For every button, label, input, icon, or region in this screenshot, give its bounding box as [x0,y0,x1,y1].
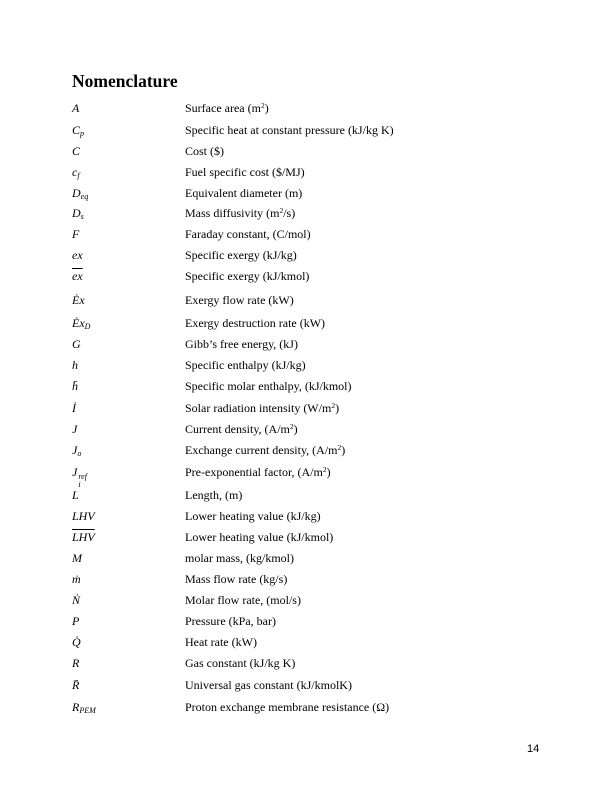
symbol-base: Ṅ [72,593,81,607]
symbol-base: İ [72,401,76,415]
description-text: Fuel specific cost ($/MJ) [185,165,305,179]
nomenclature-row [0,675,612,695]
symbol-base: R [72,700,80,714]
nomenclature-row [0,224,612,244]
page-number: 14 [527,743,540,755]
description-text: Surface area (m [185,101,261,115]
description-text: molar mass, (kg/kmol) [185,551,294,565]
nomenclature-row [0,120,612,140]
symbol-subscript: s [80,212,84,221]
symbol-description [185,98,269,118]
symbol [72,290,85,310]
symbol-description [185,141,224,161]
symbol-base: $\overline{LHV}$ [72,530,95,544]
symbol-subscript: PEM [79,706,96,715]
description-text: Gas constant (kJ/kg K) [185,656,296,670]
description-text: Current density, (A/m [185,422,290,436]
symbol-description [185,334,298,354]
symbol [72,376,78,396]
nomenclature-row [0,141,612,161]
symbol-base: G [72,337,81,351]
nomenclature-row [0,485,612,505]
description-text-tail: ) [293,422,298,436]
symbol-base: F [72,227,80,241]
description-text: Specific enthalpy (kJ/kg) [185,358,306,372]
unit-exponent: 2 [331,401,336,410]
nomenclature-row [0,162,612,182]
nomenclature-row [0,419,612,439]
symbol-description [185,653,295,673]
nomenclature-row [0,569,612,589]
nomenclature-row [0,376,612,396]
symbol-description [185,485,242,505]
description-text-tail: ) [335,401,340,415]
symbol-base: LHV [72,509,95,523]
nomenclature-row [0,548,612,568]
symbol-description [185,120,394,140]
symbol-base: c [72,165,78,179]
unit-exponent: 2 [279,206,284,215]
nomenclature-row [0,590,612,610]
description-text: Exergy flow rate (kW) [185,293,294,307]
symbol-description [185,697,389,717]
description-text: Specific molar enthalpy, (kJ/kmol) [185,379,352,393]
description-text-tail: ) [326,465,331,479]
symbol [72,162,80,182]
description-text: Equivalent diameter (m) [185,186,303,200]
symbol [72,697,96,717]
symbol-base: h [72,358,78,372]
nomenclature-row [0,98,612,118]
description-text: Length, (m) [185,488,243,502]
symbol-subscript: o [77,449,82,458]
nomenclature-row [0,334,612,354]
symbol-description [185,548,294,568]
nomenclature-row [0,527,612,547]
symbol-base: C [72,123,81,137]
symbol [72,611,79,631]
symbol [72,224,79,244]
symbol-base: Ėx [72,316,85,330]
nomenclature-row [0,440,612,460]
unit-exponent: 2 [289,422,294,431]
nomenclature-row [0,462,612,489]
description-text: Pre-exponential factor, (A/m [185,465,323,479]
symbol-base: J [72,422,78,436]
description-text-tail: /s) [283,206,296,220]
symbol-superscript: ref [78,472,87,481]
description-text: Solar radiation intensity (W/m [185,401,332,415]
description-text: Lower heating value (kJ/kg) [185,509,321,523]
symbol [72,440,81,460]
symbol-subscript: D [84,322,91,331]
symbol [72,398,76,418]
symbol-base: R [72,656,80,670]
symbol-description [185,290,294,310]
description-text: Pressure (kPa, bar) [185,614,276,628]
symbol-base: $\overline{ex}$ [72,269,83,283]
symbol-description [185,266,309,286]
symbol [72,485,79,505]
description-text-tail: ) [341,443,346,457]
symbol-description [185,611,276,631]
symbol-description [185,398,339,418]
nomenclature-row [0,653,612,673]
symbol-base: R̄ [72,678,80,692]
unit-exponent: 2 [260,101,265,110]
symbol [72,548,82,568]
nomenclature-heading: Nomenclature [72,71,178,91]
nomenclature-row [0,611,612,631]
symbol [72,569,81,589]
nomenclature-row [0,398,612,418]
nomenclature-row [0,183,612,203]
symbol [72,355,78,375]
description-text-tail: ) [264,101,269,115]
nomenclature-row [0,266,612,286]
description-text: Mass diffusivity (m [185,206,280,220]
nomenclature-row [0,313,612,333]
symbol-subscript: p [80,129,85,138]
nomenclature-row [0,506,612,526]
symbol-base: Ėx [72,293,85,307]
symbol-description [185,376,352,396]
symbol-base: P [72,614,80,628]
symbol [72,419,77,439]
nomenclature-row [0,697,612,717]
symbol-description [185,569,287,589]
symbol-description [185,245,297,265]
symbol-base: M [72,551,82,565]
symbol-base: ex [72,248,83,262]
symbol-subscript: f [77,171,80,180]
nomenclature-row [0,355,612,375]
symbol-description [185,355,306,375]
nomenclature-row [0,632,612,652]
nomenclature-row [0,203,612,223]
description-text: Mass flow rate (kg/s) [185,572,288,586]
symbol-base: D [72,186,81,200]
symbol-base: J [72,443,78,457]
symbol-base: J [72,465,78,479]
description-text: Specific exergy (kJ/kg) [185,248,297,262]
nomenclature-row [0,245,612,265]
symbol-base: C [72,144,81,158]
symbol-description [185,590,301,610]
symbol-description [185,632,257,652]
symbol-description [185,675,352,695]
symbol [72,334,81,354]
description-text: Molar flow rate, (mol/s) [185,593,301,607]
symbol [72,506,95,526]
symbol [72,141,80,161]
symbol-description [185,313,325,333]
symbol-description [185,419,298,439]
symbol [72,675,79,695]
symbol-subscript: eq [80,192,89,201]
symbol [72,313,90,333]
symbol [72,590,80,610]
symbol-description [185,203,295,223]
symbol-subscript: i [78,480,81,489]
symbol-description [185,224,311,244]
symbol [72,183,88,203]
symbol [72,245,83,265]
symbol [72,653,79,673]
symbol-description [185,440,345,460]
symbol-description [185,162,305,182]
symbol [72,120,84,140]
symbol [72,98,79,118]
symbol-base: A [72,101,80,115]
description-text: Faraday constant, (C/mol) [185,227,311,241]
symbol-base: D [72,206,81,220]
symbol [72,632,81,652]
nomenclature-row [0,290,612,310]
symbol [72,203,84,223]
symbol-description [185,183,302,203]
symbol-base: h̄ [72,379,78,393]
description-text: Cost ($) [185,144,224,158]
symbol-base: L [72,488,79,502]
symbol-description [185,527,333,547]
description-text: Exchange current density, (A/m [185,443,338,457]
unit-exponent: 2 [337,443,342,452]
description-text: Universal gas constant (kJ/kmolK) [185,678,352,692]
unit-exponent: 2 [322,465,327,474]
description-text: Specific exergy (kJ/kmol) [185,269,310,283]
description-text: Lower heating value (kJ/kmol) [185,530,334,544]
symbol-base: ṁ [72,572,81,586]
description-text: Heat rate (kW) [185,635,257,649]
description-text: Gibb’s free energy, (kJ) [185,337,298,351]
symbol-base: Q̇ [72,635,81,649]
symbol [72,527,95,547]
description-text: Exergy destruction rate (kW) [185,316,326,330]
description-text: Specific heat at constant pressure (kJ/kg K) [185,123,394,137]
description-text: Proton exchange membrane resistance (Ω) [185,700,390,714]
symbol-description [185,462,331,482]
symbol-description [185,506,321,526]
symbol [72,266,83,286]
